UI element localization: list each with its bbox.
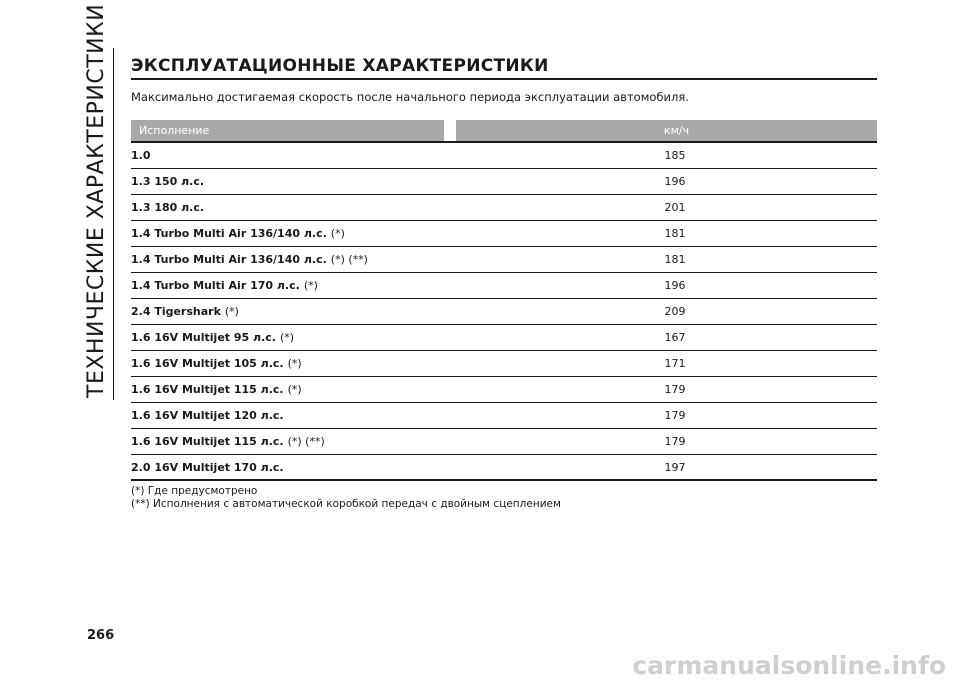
performance-table <box>131 120 877 481</box>
cell-speed: 196 <box>664 175 686 188</box>
cell-speed: 201 <box>664 201 686 214</box>
table-row <box>131 403 877 429</box>
cell-speed: 181 <box>664 253 686 266</box>
table-row <box>131 299 877 325</box>
table-body <box>131 143 877 481</box>
model-note: (*) (**) <box>330 253 368 266</box>
cell-speed: 167 <box>664 331 686 344</box>
table-row <box>131 351 877 377</box>
header-speed: км/ч <box>456 120 877 141</box>
cell-model <box>131 201 591 214</box>
cell-model <box>131 227 591 240</box>
side-chapter-title: ТЕХНИЧЕСКИЕ ХАРАКТЕРИСТИКИ <box>84 3 109 398</box>
cell-model <box>131 279 591 292</box>
cell-model <box>131 461 591 474</box>
model-name: 1.0 <box>131 149 151 162</box>
model-note: (*) <box>279 331 295 344</box>
cell-speed: 209 <box>664 305 686 318</box>
cell-speed: 171 <box>664 357 686 370</box>
cell-model <box>131 253 591 266</box>
cell-speed: 185 <box>664 149 686 162</box>
side-divider <box>113 48 114 400</box>
footnote-2: (**) Исполнения с автоматической коробкой передач с двойным сцеплением <box>131 498 561 510</box>
cell-model <box>131 409 591 422</box>
model-name: 2.0 16V Multijet 170 л.с. <box>131 460 284 474</box>
table-row <box>131 273 877 299</box>
table-row <box>131 169 877 195</box>
model-note: (*) (**) <box>287 435 325 448</box>
table-row <box>131 143 877 169</box>
model-name: 1.6 16V Multijet 115 л.с. <box>131 383 284 396</box>
header-model: Исполнение <box>131 120 444 141</box>
section-title: ЭКСПЛУАТАЦИОННЫЕ ХАРАКТЕРИСТИКИ <box>131 56 877 80</box>
table-row <box>131 195 877 221</box>
cell-model <box>131 331 591 344</box>
model-name: 2.4 Tigershark <box>131 305 221 318</box>
model-note: (*) <box>224 305 239 318</box>
model-note: (*) <box>330 227 345 240</box>
watermark: carmanualsonline.info <box>632 651 946 680</box>
model-name: 1.4 Turbo Multi Air 170 л.с. <box>131 279 300 292</box>
cell-model <box>131 305 591 318</box>
cell-model <box>131 149 591 162</box>
model-name: 1.4 Turbo Multi Air 136/140 л.с. <box>131 227 327 240</box>
model-note: (*) <box>287 357 302 370</box>
table-header <box>131 120 877 141</box>
intro-text: Максимально достигаемая скорость после начального периода эксплуатации автомобиля. <box>131 90 689 104</box>
cell-speed: 196 <box>664 279 686 292</box>
cell-model <box>131 383 591 396</box>
table-row <box>131 221 877 247</box>
cell-model <box>131 435 591 448</box>
model-name: 1.6 16V Multijet 120 л.с. <box>131 409 284 422</box>
header-gap <box>444 120 456 141</box>
table-row <box>131 325 877 351</box>
model-note: (*) <box>287 383 302 396</box>
cell-model <box>131 357 591 370</box>
cell-speed: 179 <box>664 435 686 448</box>
model-name: 1.6 16V Multijet 115 л.с. <box>131 435 284 448</box>
page-number: 266 <box>87 628 115 643</box>
model-name: 1.6 16V Multijet 95 л.с. <box>131 331 276 344</box>
main-content <box>131 56 877 511</box>
model-name: 1.6 16V Multijet 105 л.с. <box>131 357 284 370</box>
model-name: 1.3 180 л.с. <box>131 201 205 214</box>
cell-speed: 179 <box>664 383 686 396</box>
footnote-1: (*) Где предусмотрено <box>131 485 258 497</box>
table-row <box>131 247 877 273</box>
model-note: (*) <box>303 279 318 292</box>
table-row <box>131 455 877 481</box>
table-row <box>131 377 877 403</box>
cell-speed: 179 <box>664 409 686 422</box>
footnotes <box>131 485 877 511</box>
cell-model <box>131 175 591 188</box>
model-name: 1.3 150 л.с. <box>131 175 205 188</box>
model-name: 1.4 Turbo Multi Air 136/140 л.с. <box>131 253 327 266</box>
cell-speed: 181 <box>664 227 686 240</box>
cell-speed: 197 <box>664 460 686 474</box>
table-row <box>131 429 877 455</box>
